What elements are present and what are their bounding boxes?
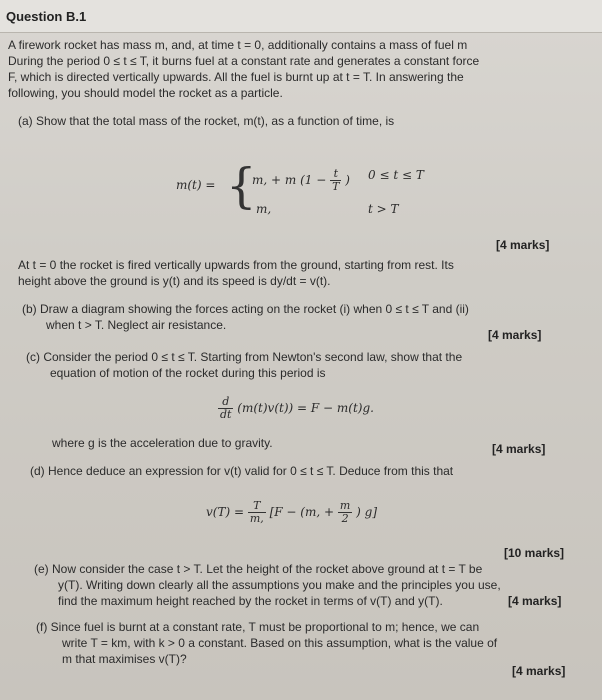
part-d-marks: [10 marks]	[504, 546, 565, 560]
t-over-m-den: m,	[249, 512, 264, 525]
part-c-eq-rest: (m(t)v(t)) = F − m(t)g.	[237, 401, 374, 415]
vt-mid: [F − (m, +	[269, 505, 335, 519]
left-brace-symbol: {	[226, 158, 257, 214]
part-e-line-2: y(T). Writing down clearly all the assumptions you make and the principles you use,	[58, 578, 501, 592]
part-b-marks: [4 marks]	[488, 328, 542, 342]
t-over-m-fraction	[248, 500, 266, 525]
case-1-frac-num: t	[330, 168, 341, 181]
middle-line-2: height above the ground is y(t) and its speed is dy/dt = v(t).	[18, 274, 331, 288]
middle-line-1: At t = 0 the rocket is fired vertically upwards from the ground, starting from rest. Its	[18, 258, 454, 272]
part-a-case-2-condition: t > T	[368, 202, 399, 216]
question-title: Question B.1	[6, 9, 87, 24]
part-b-line-1: (b) Draw a diagram showing the forces acting on the rocket (i) when 0 ≤ t ≤ T and (ii)	[22, 302, 469, 316]
part-b-line-2: when t > T. Neglect air resistance.	[46, 318, 227, 332]
question-header	[0, 0, 602, 33]
t-over-m-num: T	[248, 500, 266, 513]
part-d-equation	[206, 500, 377, 525]
part-f-line-3: m that maximises v(T)?	[62, 652, 187, 666]
vt-end: ) g]	[356, 505, 377, 519]
intro-line-4: following, you should model the rocket as a particle.	[8, 86, 283, 100]
part-a-case-1	[252, 168, 350, 193]
intro-line-3: F, which is directed vertically upwards. All the fuel is burnt up at t = T. In answering the	[8, 70, 464, 84]
part-a-text: (a) Show that the total mass of the rocket, m(t), as a function of time, is	[18, 114, 395, 128]
part-a-case-2: m,	[256, 202, 272, 216]
intro-line-1: A firework rocket has mass m, and, at time t = 0, additionally contains a mass of fuel m	[8, 38, 468, 52]
case-1-paren-close: )	[345, 173, 350, 187]
part-f-marks: [4 marks]	[512, 664, 566, 678]
part-a-marks: [4 marks]	[496, 238, 550, 252]
part-c-marks: [4 marks]	[492, 442, 546, 456]
part-f-line-1: (f) Since fuel is burnt at a constant rate, T must be proportional to m; hence, we can	[36, 620, 480, 634]
vt-lhs: v(T) =	[206, 505, 245, 519]
part-e-line-3: find the maximum height reached by the rocket in terms of v(T) and y(T).	[58, 594, 443, 608]
mf-over-2-fraction	[338, 500, 352, 525]
part-a-eq-lhs: m(t) =	[176, 178, 216, 192]
case-1-mass-sum: m, + m	[252, 173, 297, 187]
part-d-text: (d) Hence deduce an expression for v(t) valid for 0 ≤ t ≤ T. Deduce from this that	[30, 464, 454, 478]
mf-over-2-num: m	[339, 499, 351, 512]
part-e-line-1: (e) Now consider the case t > T. Let the height of the rocket above ground at t = T be	[34, 562, 483, 576]
intro-line-2: During the period 0 ≤ t ≤ T, it burns fuel at a constant rate and generates a constant force	[8, 54, 480, 68]
d-dt-num: d	[218, 396, 233, 409]
part-f-line-2: write T = km, with k > 0 a constant. Based on this assumption, what is the value of	[62, 636, 498, 650]
part-c-line-2: equation of motion of the rocket during this period is	[50, 366, 326, 380]
d-dt-fraction	[218, 396, 233, 421]
part-e-marks: [4 marks]	[508, 594, 562, 608]
d-dt-den: dt	[220, 408, 232, 421]
part-c-after: where g is the acceleration due to gravity.	[52, 436, 273, 450]
case-1-frac-den: T	[332, 180, 340, 193]
part-c-equation	[218, 396, 374, 421]
part-c-line-1: (c) Consider the period 0 ≤ t ≤ T. Starting from Newton's second law, show that the	[26, 350, 463, 364]
case-1-fraction	[330, 168, 341, 193]
part-a-case-1-condition: 0 ≤ t ≤ T	[368, 168, 424, 182]
case-1-paren-open: (1 −	[300, 173, 327, 187]
mf-over-2-den: 2	[341, 512, 349, 525]
